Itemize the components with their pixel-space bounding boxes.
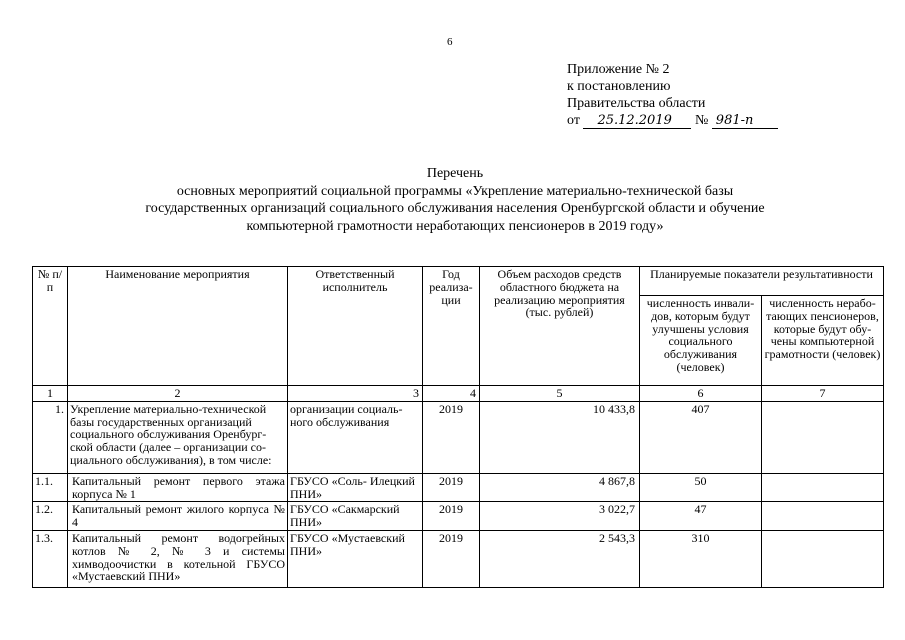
row-budget: 3 022,7 bbox=[480, 502, 640, 531]
appendix-date-line bbox=[567, 112, 778, 129]
header-indicators: Планируемые показатели результативности bbox=[640, 267, 884, 296]
column-number-row bbox=[33, 386, 884, 402]
page-number: 6 bbox=[447, 36, 453, 48]
header-budget: Объем расходов средств областного бюджета на реализацию мероприятия (тыс. рублей) bbox=[480, 267, 640, 386]
table-row bbox=[33, 502, 884, 531]
measures-table bbox=[32, 266, 884, 588]
row-year: 2019 bbox=[423, 502, 480, 531]
row-indicator-pensioners bbox=[762, 530, 884, 587]
row-indicator-disabled: 310 bbox=[640, 530, 762, 587]
header-year: Год реализа- ции bbox=[423, 267, 480, 386]
row-indicator-disabled: 47 bbox=[640, 502, 762, 531]
row-indicator-disabled: 407 bbox=[640, 401, 762, 473]
row-indicator-pensioners bbox=[762, 401, 884, 473]
row-num: 1.3. bbox=[33, 530, 68, 587]
date-prefix: от bbox=[567, 113, 580, 128]
appendix-header bbox=[567, 61, 778, 129]
row-executor: ГБУСО «Мустаевский ПНИ» bbox=[288, 530, 423, 587]
handwritten-date: 25.12.2019 bbox=[583, 114, 691, 129]
column-number: 5 bbox=[480, 386, 640, 402]
column-number: 2 bbox=[68, 386, 288, 402]
row-year: 2019 bbox=[423, 473, 480, 502]
row-name: Укрепление материально-технической базы государственных организаций социального обслуживания Оренбург- ской области (далее – организации со- циального обслуживания), в том числе: bbox=[68, 401, 288, 473]
row-executor: организации социаль- ного обслуживания bbox=[288, 401, 423, 473]
header-name: Наименование мероприятия bbox=[68, 267, 288, 386]
row-budget: 4 867,8 bbox=[480, 473, 640, 502]
column-number: 7 bbox=[762, 386, 884, 402]
row-num: 1. bbox=[33, 401, 68, 473]
header-indicator-disabled: численность инвали- дов, которым будут улучшены условия социального обслуживания (человек) bbox=[640, 296, 762, 386]
title-line-2: основных мероприятий социальной программы «Укрепление материально-технической базы bbox=[176, 183, 734, 199]
title-line-3: государственных организаций социального обслуживания населения Оренбургской области и обучение bbox=[145, 201, 765, 216]
row-year: 2019 bbox=[423, 401, 480, 473]
appendix-line-3: Правительства области bbox=[567, 96, 706, 111]
title-line-1: Перечень bbox=[426, 166, 484, 181]
table-row bbox=[33, 401, 884, 473]
row-num: 1.1. bbox=[33, 473, 68, 502]
column-number: 4 bbox=[423, 386, 480, 402]
row-year: 2019 bbox=[423, 530, 480, 587]
number-prefix: № bbox=[694, 113, 709, 128]
appendix-line-2: к постановлению bbox=[567, 79, 671, 94]
row-name: Капитальный ремонт первого этажа корпуса № 1 bbox=[68, 473, 288, 502]
header-num: № п/п bbox=[33, 267, 68, 386]
row-executor: ГБУСО «Сакмарский ПНИ» bbox=[288, 502, 423, 531]
row-budget: 10 433,8 bbox=[480, 401, 640, 473]
row-executor: ГБУСО «Соль- Илецкий ПНИ» bbox=[288, 473, 423, 502]
column-number: 3 bbox=[288, 386, 423, 402]
row-num: 1.2. bbox=[33, 502, 68, 531]
row-budget: 2 543,3 bbox=[480, 530, 640, 587]
row-indicator-disabled: 50 bbox=[640, 473, 762, 502]
column-number: 1 bbox=[33, 386, 68, 402]
row-name: Капитальный ремонт жилого корпуса № 4 bbox=[68, 502, 288, 531]
row-name: Капитальный ремонт водогрейных котлов № 2, № 3 и системы химводоочистки в котельной ГБУСО «Мустаевский ПНИ» bbox=[68, 530, 288, 587]
row-indicator-pensioners bbox=[762, 473, 884, 502]
header-indicator-pensioners: численность нерабо- тающих пенсионеров, которые будут обу- чены компьютерной грамотности (человек) bbox=[762, 296, 884, 386]
header-executor: Ответственный исполнитель bbox=[288, 267, 423, 386]
table-row bbox=[33, 473, 884, 502]
document-title bbox=[60, 165, 850, 235]
title-line-4: компьютерной грамотности неработающих пенсионеров в 2019 году» bbox=[246, 218, 664, 234]
table-row bbox=[33, 530, 884, 587]
row-indicator-pensioners bbox=[762, 502, 884, 531]
handwritten-number: 981-п bbox=[712, 114, 778, 129]
appendix-line-1: Приложение № 2 bbox=[567, 62, 670, 77]
column-number: 6 bbox=[640, 386, 762, 402]
